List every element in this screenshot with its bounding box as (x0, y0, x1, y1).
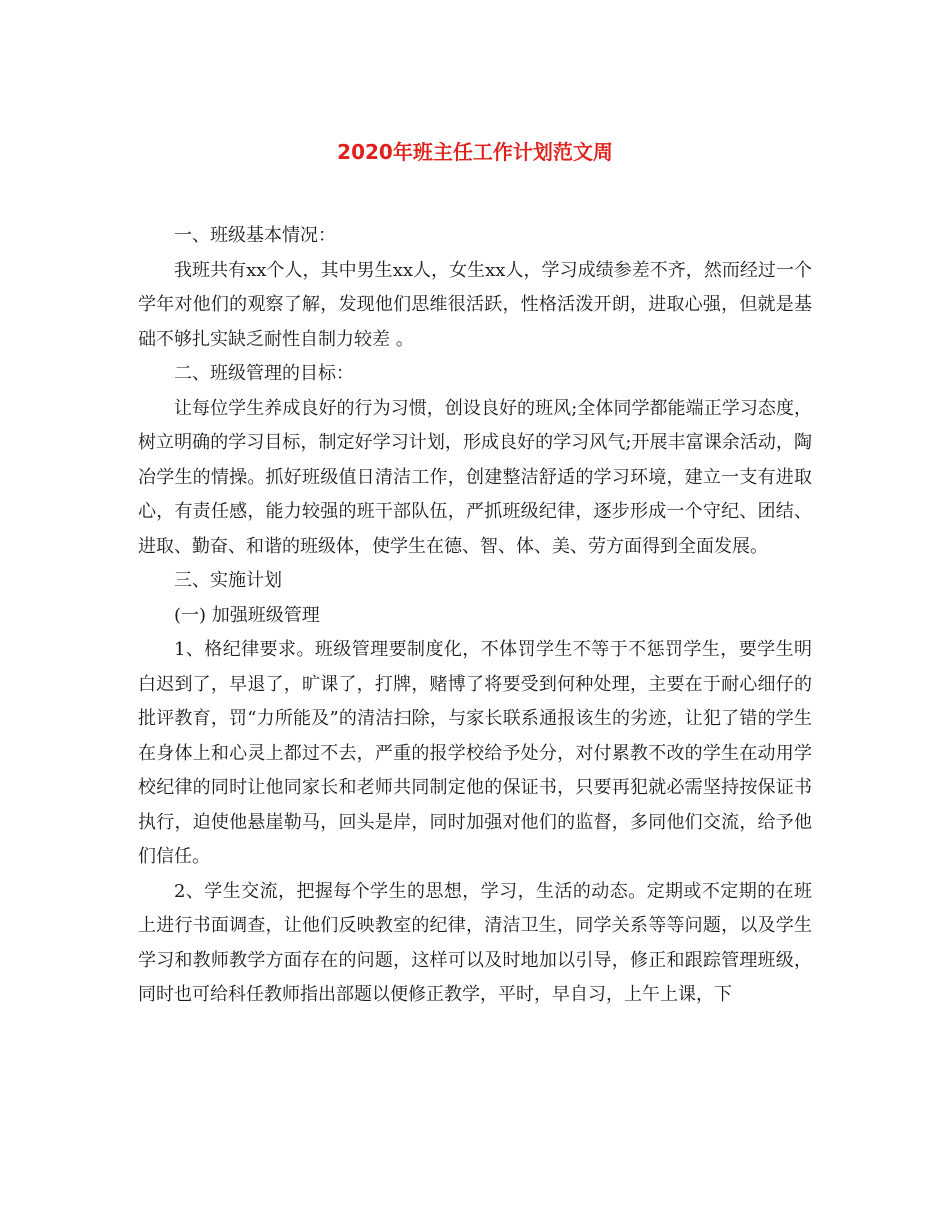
document-title: 2020年班主任工作计划范文周 (337, 140, 613, 164)
section-heading-plan: 三、实施计划 (174, 570, 282, 591)
paragraph-discipline: 1、格纪律要求。班级管理要制度化，不体罚学生不等于不惩罚学生，要学生明白迟到了，早退了，旷课了，打牌，赌博了将要受到何种处理，主要在于耐心细仔的批评教育，罚“力所能及”的清洁扫除，与家长联系通报该生的劣迹，让犯了错的学生在身体上和心灵上都过不去，严重的报学校给予处分，对付累教不改的学生在动用学校纪律的同时让他同家长和老师共同制定他的保证书，只要再犯就必需坚持按保证书执行，迫使他悬崖勒马，回头是岸，同时加强对他们的监督，多同他们交流，给予他们信任。 (138, 639, 812, 867)
paragraph-goals: 让每位学生养成良好的行为习惯，创设良好的班风;全体同学都能端正学习态度，树立明确的学习目标，制定好学习计划，形成良好的学习风气;开展丰富课余活动，陶冶学生的情操。抓好班级值日清洁工作，创建整洁舒适的学习环境，建立一支有进取心，有责任感，能力较强的班干部队伍，严抓班级纪律，逐步形成一个守纪、团结、进取、勤奋、和谐的班级体，使学生在德、智、体、美、劳方面得到全面发展。 (138, 397, 812, 557)
paragraph-communication: 2、学生交流，把握每个学生的思想，学习，生活的动态。定期或不定期的在班上进行书面调查，让他们反映教室的纪律，清洁卫生，同学关系等等问题，以及学生学习和教师教学方面存在的问题，这样可以及时地加以引导，修正和跟踪管理班级，同时也可给科任教师指出部题以便修正教学，平时，早自习，上午上课，下 (138, 880, 812, 1005)
document-body (138, 219, 812, 1013)
subsection-heading-management: (一) 加强班级管理 (174, 604, 320, 626)
section-heading-goals: 二、班级管理的目标： (174, 363, 354, 384)
paragraph-basic-info: 我班共有xx个人，其中男生xx人，女生xx人，学习成绩参差不齐，然而经过一个学年对他们的观察了解，发现他们思维很活跃，性格活泼开朗，进取心强，但就是基础不够扎实缺乏耐性自制力较差 。 (138, 259, 812, 350)
section-heading-basic-info: 一、班级基本情况： (174, 225, 336, 246)
